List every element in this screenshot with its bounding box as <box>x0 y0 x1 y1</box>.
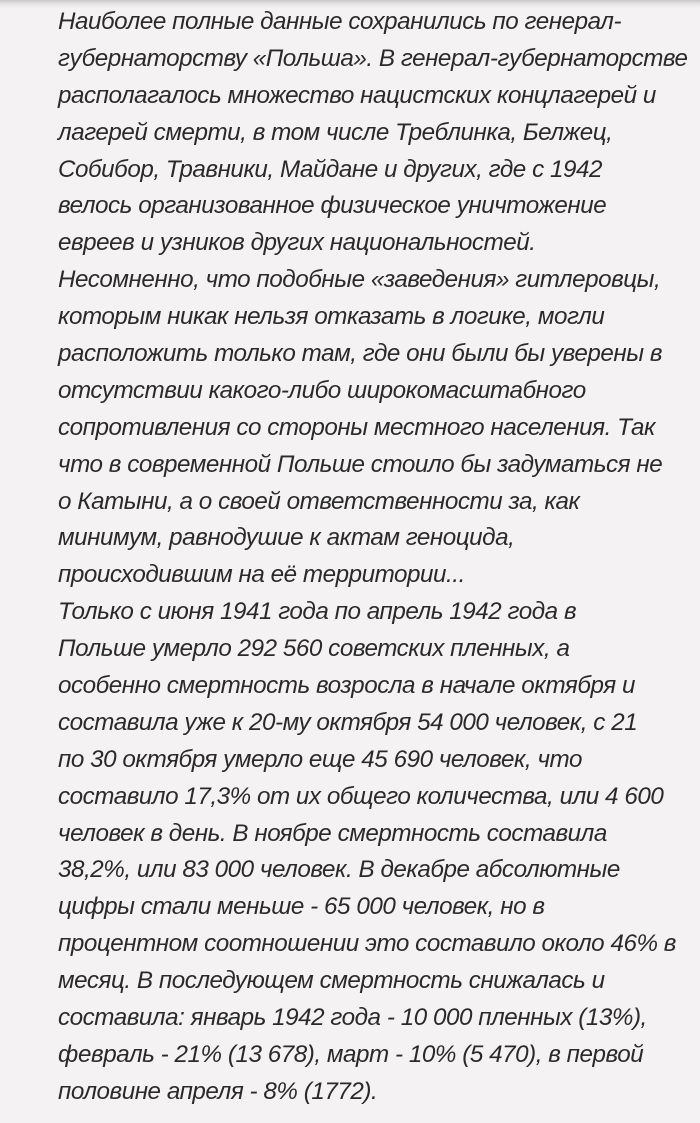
text-line: составило 17,3% от их общего количества, или 4 600 <box>58 782 664 810</box>
text-line: евреев и узников других национальностей. <box>58 229 536 257</box>
text-line: половине апреля - 8% (1772). <box>58 1077 378 1105</box>
text-line: процентном соотношении это составило около 46% в <box>58 930 676 958</box>
text-line: губернаторству «Польша». В генерал-губернаторстве <box>58 44 688 72</box>
text-line: отсутствии какого-либо широкомасштабного <box>58 376 586 404</box>
text-line: особенно смертность возросла в начале октября и <box>58 672 636 700</box>
text-line: Наиболее полные данные сохранились по генерал- <box>58 8 622 35</box>
text-line: Несомненно, что подобные «заведения» гитлеровцы, <box>58 266 661 294</box>
text-line: располагалось множество нацистских концлагерей и <box>58 81 656 109</box>
text-line: по 30 октября умерло еще 45 690 человек, что <box>58 745 582 773</box>
text-line: цифры стали меньше - 65 000 человек, но в <box>58 893 545 921</box>
article-text <box>58 4 688 1111</box>
text-line: Польше умерло 292 560 советских пленных, а <box>58 635 570 663</box>
text-line: месяц. В последующем смертность снижалась и <box>58 967 605 995</box>
text-line: составила: январь 1942 года - 10 000 пленных (13%), <box>58 1004 647 1032</box>
text-line: которым никак нельзя отказать в логике, могли <box>58 303 605 331</box>
text-line: происходившим на её территории... <box>58 561 465 589</box>
text-line: Собибор, Травники, Майдане и других, где с 1942 <box>58 155 602 183</box>
text-line: велось организованное физическое уничтожение <box>58 192 607 220</box>
text-line: о Катыни, а о своей ответственности за, как <box>58 487 580 515</box>
text-line: февраль - 21% (13 678), март - 10% (5 470), в первой <box>58 1040 644 1068</box>
text-line: составила уже к 20-му октября 54 000 человек, с 21 <box>58 708 638 736</box>
text-line: расположить только там, где они были бы уверены в <box>58 340 662 368</box>
text-line: лагерей смерти, в том числе Треблинка, Белжец, <box>58 118 613 146</box>
text-line: Только с июня 1941 года по апрель 1942 года в <box>58 598 577 626</box>
text-line: сопротивления со стороны местного населения. Так <box>58 413 655 441</box>
text-line: 38,2%, или 83 000 человек. В декабре абсолютные <box>58 856 620 884</box>
text-line: минимум, равнодушие к актам геноцида, <box>58 524 515 552</box>
text-line: что в современной Польше стоило бы задуматься не <box>58 450 663 478</box>
text-line: человек в день. В ноябре смертность составила <box>58 819 607 847</box>
